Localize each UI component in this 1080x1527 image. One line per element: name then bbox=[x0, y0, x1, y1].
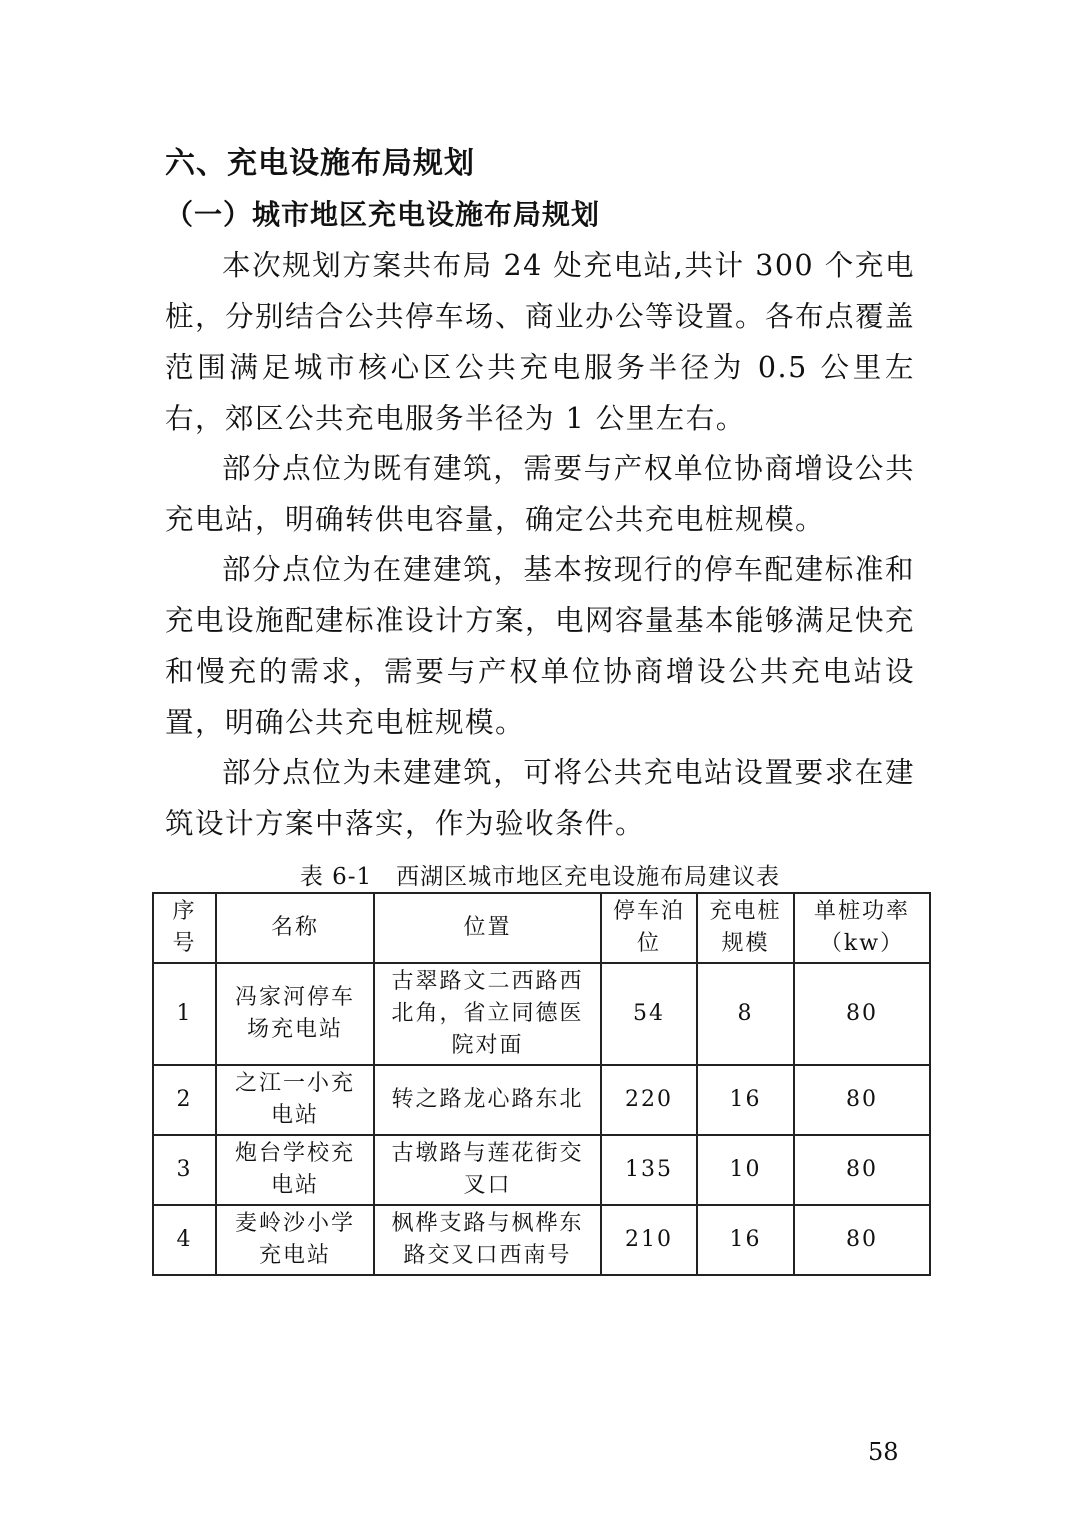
header-seq: 序号 bbox=[153, 893, 216, 963]
section-title: 六、充电设施布局规划 bbox=[165, 146, 475, 181]
cell-piles: 16 bbox=[697, 1065, 794, 1135]
cell-piles: 8 bbox=[697, 963, 794, 1065]
header-location: 位置 bbox=[374, 893, 601, 963]
table-caption: 表 6-1 西湖区城市地区充电设施布局建议表 bbox=[299, 864, 781, 890]
page-number: 58 bbox=[868, 1438, 899, 1466]
paragraph-4: 部分点位为未建建筑，可将公共充电站设置要求在建筑设计方案中落实，作为验收条件。 bbox=[165, 756, 915, 840]
table-row bbox=[153, 1205, 930, 1275]
cell-name: 炮台学校充电站 bbox=[216, 1135, 374, 1205]
paragraph-1: 本次规划方案共布局 24 处充电站,共计 300 个充电桩，分别结合公共停车场、商业办公等设置。各布点覆盖范围满足城市核心区公共充电服务半径为 0.5 公里左右，郊区公共充电服务半径为 1 公里左右。 bbox=[165, 249, 916, 435]
cell-power: 80 bbox=[794, 1065, 930, 1135]
header-piles: 充电桩规模 bbox=[697, 893, 794, 963]
cell-power: 80 bbox=[794, 1205, 930, 1275]
table-row bbox=[153, 963, 930, 1065]
subsection-title: （一）城市地区充电设施布局规划 bbox=[165, 198, 601, 231]
cell-parking: 210 bbox=[601, 1205, 697, 1275]
table-row bbox=[153, 1135, 930, 1205]
table-header-row bbox=[153, 893, 930, 963]
cell-location: 古墩路与莲花街交叉口 bbox=[374, 1135, 601, 1205]
cell-parking: 135 bbox=[601, 1135, 697, 1205]
cell-location: 古翠路文二西路西北角，省立同德医院对面 bbox=[374, 963, 601, 1065]
cell-parking: 220 bbox=[601, 1065, 697, 1135]
cell-seq: 2 bbox=[153, 1065, 216, 1135]
cell-location: 枫桦支路与枫桦东路交叉口西南号 bbox=[374, 1205, 601, 1275]
cell-piles: 16 bbox=[697, 1205, 794, 1275]
header-parking: 停车泊位 bbox=[601, 893, 697, 963]
paragraph-3: 部分点位为在建建筑，基本按现行的停车配建标准和充电设施配建标准设计方案，电网容量基本能够满足快充和慢充的需求，需要与产权单位协商增设公共充电站设置，明确公共充电桩规模。 bbox=[165, 553, 916, 739]
charging-facility-table bbox=[152, 892, 931, 1276]
cell-seq: 4 bbox=[153, 1205, 216, 1275]
cell-seq: 1 bbox=[153, 963, 216, 1065]
cell-name: 之江一小充电站 bbox=[216, 1065, 374, 1135]
table-row bbox=[153, 1065, 930, 1135]
cell-name: 麦岭沙小学充电站 bbox=[216, 1205, 374, 1275]
cell-location: 转之路龙心路东北 bbox=[374, 1065, 601, 1135]
header-power: 单桩功率（kw） bbox=[794, 893, 930, 963]
cell-name: 冯家河停车场充电站 bbox=[216, 963, 374, 1065]
cell-seq: 3 bbox=[153, 1135, 216, 1205]
cell-power: 80 bbox=[794, 963, 930, 1065]
paragraph-2: 部分点位为既有建筑，需要与产权单位协商增设公共充电站，明确转供电容量，确定公共充电桩规模。 bbox=[165, 452, 915, 536]
cell-piles: 10 bbox=[697, 1135, 794, 1205]
cell-power: 80 bbox=[794, 1135, 930, 1205]
header-name: 名称 bbox=[216, 893, 374, 963]
cell-parking: 54 bbox=[601, 963, 697, 1065]
